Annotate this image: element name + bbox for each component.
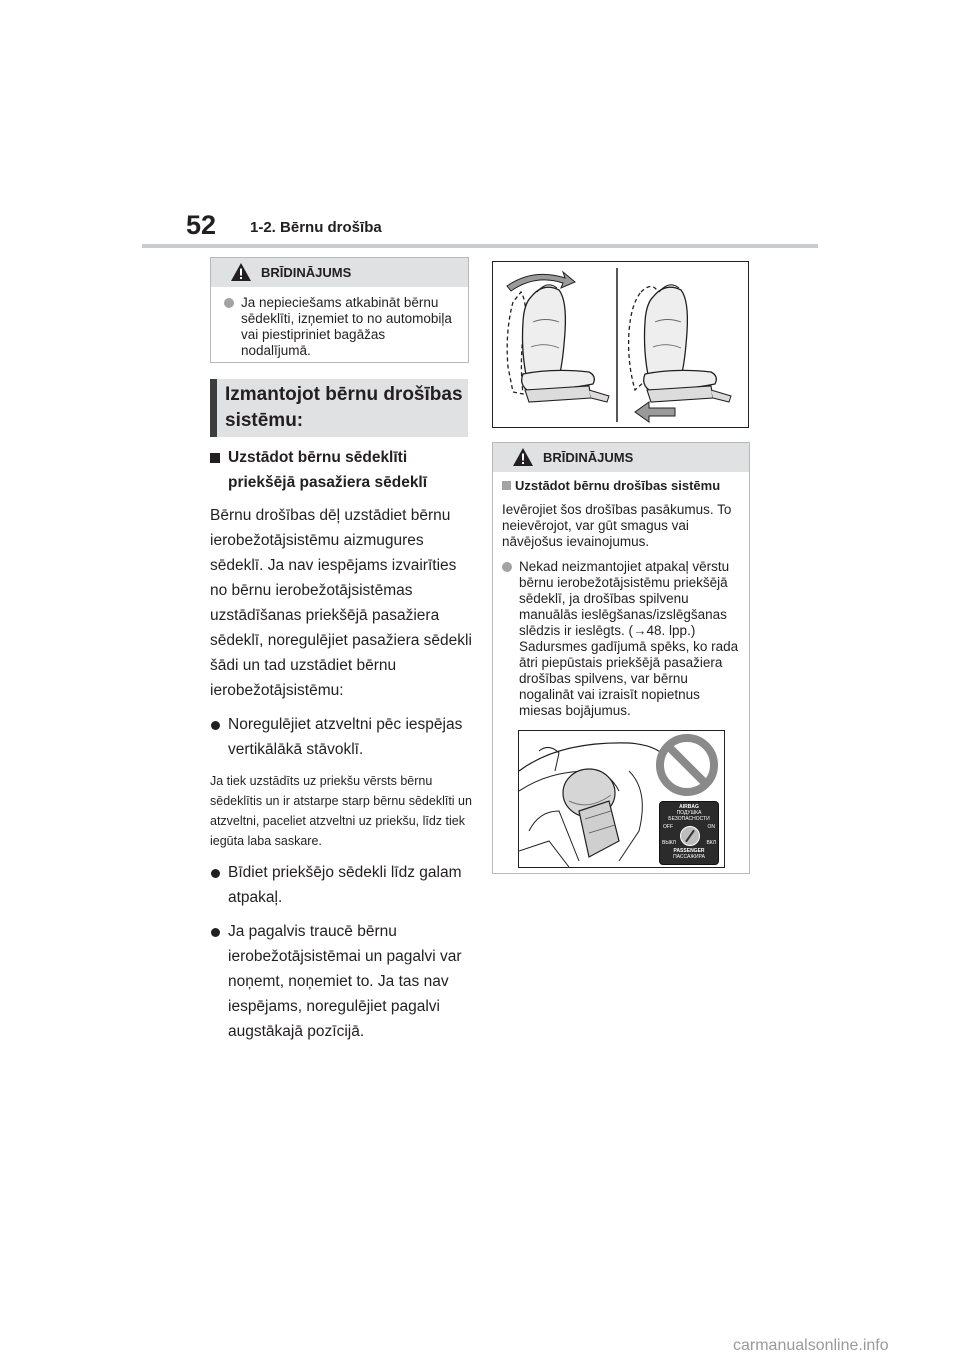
warning-triangle-icon [230,262,252,282]
subheading [210,445,472,495]
watermark: carmanualsonline.info [733,1337,889,1354]
list-item-text: Noregulējiet atzveltni pēc iespējas vertikālākā stāvoklī. [228,716,463,758]
section-heading: Izmantojot bērnu drošības sistēmu: [210,379,468,437]
bullet-dot-icon [224,298,234,308]
off-label: OFF [663,824,673,830]
warning-header [211,258,468,287]
warning-bullet [502,559,740,719]
warning-header [493,443,749,472]
warning-box-1 [210,257,469,363]
bullet-dot-icon [211,928,220,937]
warning-text: Nekad neizmantojiet atpakaļ vērstu bērnu ierobežotājsistēmu priekšējā sēdeklī, ja drošības spilvenu manuālās ieslēgšanas/izslēgšanas slēdzis ir ieslēgts. (→48. lpp.) Sadursmes gadījumā spēks, ko rada ātri piepūstais priekšējā pasažiera drošības spilvens, var bērnu nogalināt vai izraisīt nopietnus miesas bojājumus. [519,559,739,718]
dashboard-illustration [518,730,725,868]
airbag-label: AIRBAG [679,804,699,810]
airbag-label-ru: ПОДУШКА БЕЗОПАСНОСТИ [668,810,710,822]
list-item [210,919,472,1044]
airbag-switch-knob-icon [680,826,700,846]
left-column [210,445,472,1044]
subheading-text: Uzstādot bērnu sēdeklīti priekšējā pasažiera sēdeklī [228,449,428,491]
warning-bullet [224,295,454,359]
body-paragraph: Bērnu drošības dēļ uzstādiet bērnu ierobežotājsistēmu aizmugures sēdeklī. Ja nav iespējams izvairīties no bērnu ierobežotājsistēmas uzstādīšanas priekšējā pasažiera sēdeklī, noregulējiet pasažiera sēdekli šādi un tad uzstādiet bērnu ierobežotājsistēmu: [210,507,472,699]
on-label: ON [707,824,715,830]
bullet-dot-icon [211,869,220,878]
list-item [210,860,472,910]
seat-illustration [492,261,749,428]
bullet-dot-icon [211,721,220,730]
list-item [210,712,472,762]
page-number: 52 [186,210,217,240]
warning-intro: Ievērojiet šos drošības pasākumus. To neievērojot, var gūt smagus vai nāvējošus ievainojumus. [502,502,732,549]
prohibition-icon [660,738,714,792]
header-divider [142,244,818,248]
list-item-text: Bīdiet priekšējo sēdekli līdz galam atpakaļ. [228,864,462,906]
seat-slide-arrow-icon [635,402,675,422]
square-bullet-icon [502,481,511,490]
warning-subheading-text: Uzstādot bērnu drošības sistēmu [515,478,721,493]
on-label-ru: ВКЛ [706,840,716,846]
warning-box-2 [492,442,750,874]
passenger-label-ru: ПАССАЖИРА [673,854,705,860]
airbag-switch-panel [659,801,719,865]
warning-subheading [502,478,740,494]
square-bullet-icon [210,453,220,463]
warning-triangle-icon [512,447,534,467]
note-text: Ja tiek uzstādīts uz priekšu vērsts bērnu sēdeklītis un ir atstarpe starp bērnu sēdeklīti un atzveltni, paceliet atzveltni uz priekšu, līdz tiek iegūta laba saskare. [210,774,472,848]
warning-title: BRĪDINĀJUMS [261,265,352,280]
passenger-label: PASSENGER [673,848,705,854]
warning-title: BRĪDINĀJUMS [543,450,634,465]
bullet-dot-icon [502,562,512,572]
warning-text: Ja nepieciešams atkabināt bērnu sēdeklīti, izņemiet to no automobiļa vai piestipriniet bagāžas nodalījumā. [241,295,452,358]
section-title: 1-2. Bērnu drošība [250,219,382,236]
off-label-ru: ВЫКЛ [662,840,676,846]
list-item-text: Ja pagalvis traucē bērnu ierobežotājsistēmai un pagalvi var noņemt, noņemiet to. Ja tas nav iespējams, noregulējiet pagalvi augstākajā pozīcijā. [228,923,462,1040]
